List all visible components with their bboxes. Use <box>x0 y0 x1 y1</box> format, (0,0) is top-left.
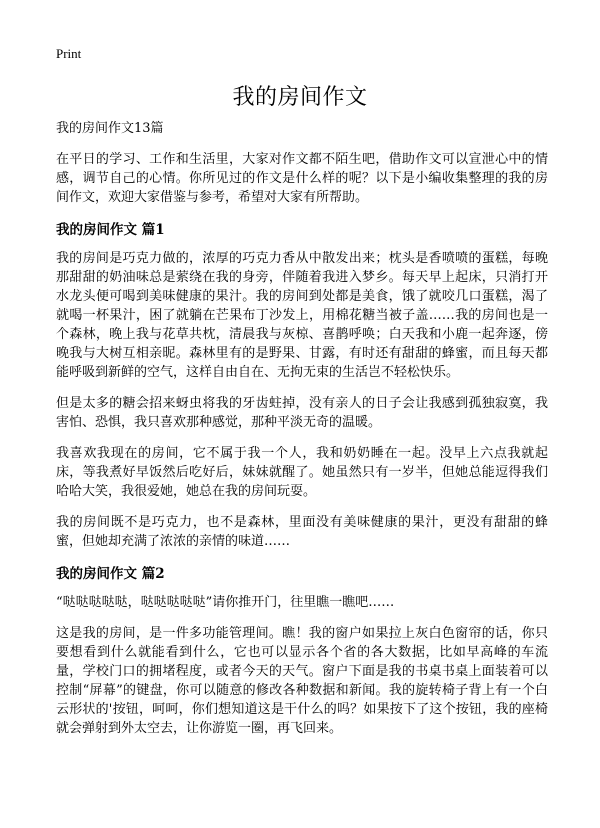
print-link[interactable]: Print <box>56 46 82 61</box>
section-paragraph: 我的房间是巧克力做的，浓厚的巧克力香从中散发出来；枕头是香喷喷的蛋糕，每晚那甜甜的奶油味总是萦绕在我的身旁，伴随着我进入梦乡。每天早上起床，只消打开水龙头便可喝到美味健康的果汁。我的房间到处都是美食，饿了就咬几口蛋糕，渴了就喝一杯果汁，困了就躺在芒果布丁沙发上，用棉花糖当被子盖……我的房间也是一个森林，晚上我与花草共枕，清晨我与灰椋、喜鹊呼唤；白天我和小鹿一起奔逐，傍晚我与大树互相亲昵。森林里有的是野果、甘露，有时还有甜甜的蜂蜜，而且每天都能呼吸到新鲜的空气，这样自由自在、无拘无束的生活岂不轻松快乐。 <box>56 251 548 380</box>
section-heading: 我的房间作文 篇1 <box>56 222 165 238</box>
document-subtitle: 我的房间作文13篇 <box>56 121 164 136</box>
section-paragraph: “哒哒哒哒哒，哒哒哒哒哒”请你推开门，往里瞧一瞧吧…… <box>56 595 395 610</box>
section-paragraph: 这是我的房间，是一件多功能管理间。瞧！我的窗户如果拉上灰白色窗帘的话，你只要想看到什么就能看到什么，它也可以显示各个省的各大数据，比如早高峰的车流量，学校门口的拥堵程度，或者今天的天气。窗户下面是我的书桌书桌上面装着可以控制“屏幕”的键盘，你可以随意的修改各种数据和新闻。我的旋转椅子背上有一个白云形状的'按钮，呵呵，你们想知道这是干什么的吗？如果按下了这个按钮，我的座椅就会弹射到外太空去，让你游览一圈，再飞回来。 <box>56 626 548 736</box>
section-paragraph: 我的房间既不是巧克力，也不是森林，里面没有美味健康的果汁，更没有甜甜的蜂蜜，但她却充满了浓浓的亲情的味道…… <box>56 515 548 549</box>
section-paragraph: 但是太多的糖会招来蚜虫将我的牙齿蛀掉，没有亲人的日子会让我感到孤独寂寞，我害怕、恐惧，我只喜欢那种感觉，那种平淡无奇的温暖。 <box>56 396 548 430</box>
section-heading: 我的房间作文 篇2 <box>56 566 165 582</box>
document-body <box>56 120 548 750</box>
section-paragraph: 我喜欢我现在的房间，它不属于我一个人，我和奶奶睡在一起。没早上六点我就起床，等我煮好早饭然后吃好后，妹妹就醒了。她虽然只有一岁半，但她总能逗得我们哈哈大笑，我很爱她，她总在我的房间玩耍。 <box>56 446 548 499</box>
intro-paragraph: 在平日的学习、工作和生活里，大家对作文都不陌生吧，借助作文可以宣泄心中的情感，调节自己的心情。你所见过的作文是什么样的呢？以下是小编收集整理的我的房间作文，欢迎大家借鉴与参考，希望对大家有所帮助。 <box>56 152 548 205</box>
page-title: 我的房间作文 <box>232 85 368 110</box>
